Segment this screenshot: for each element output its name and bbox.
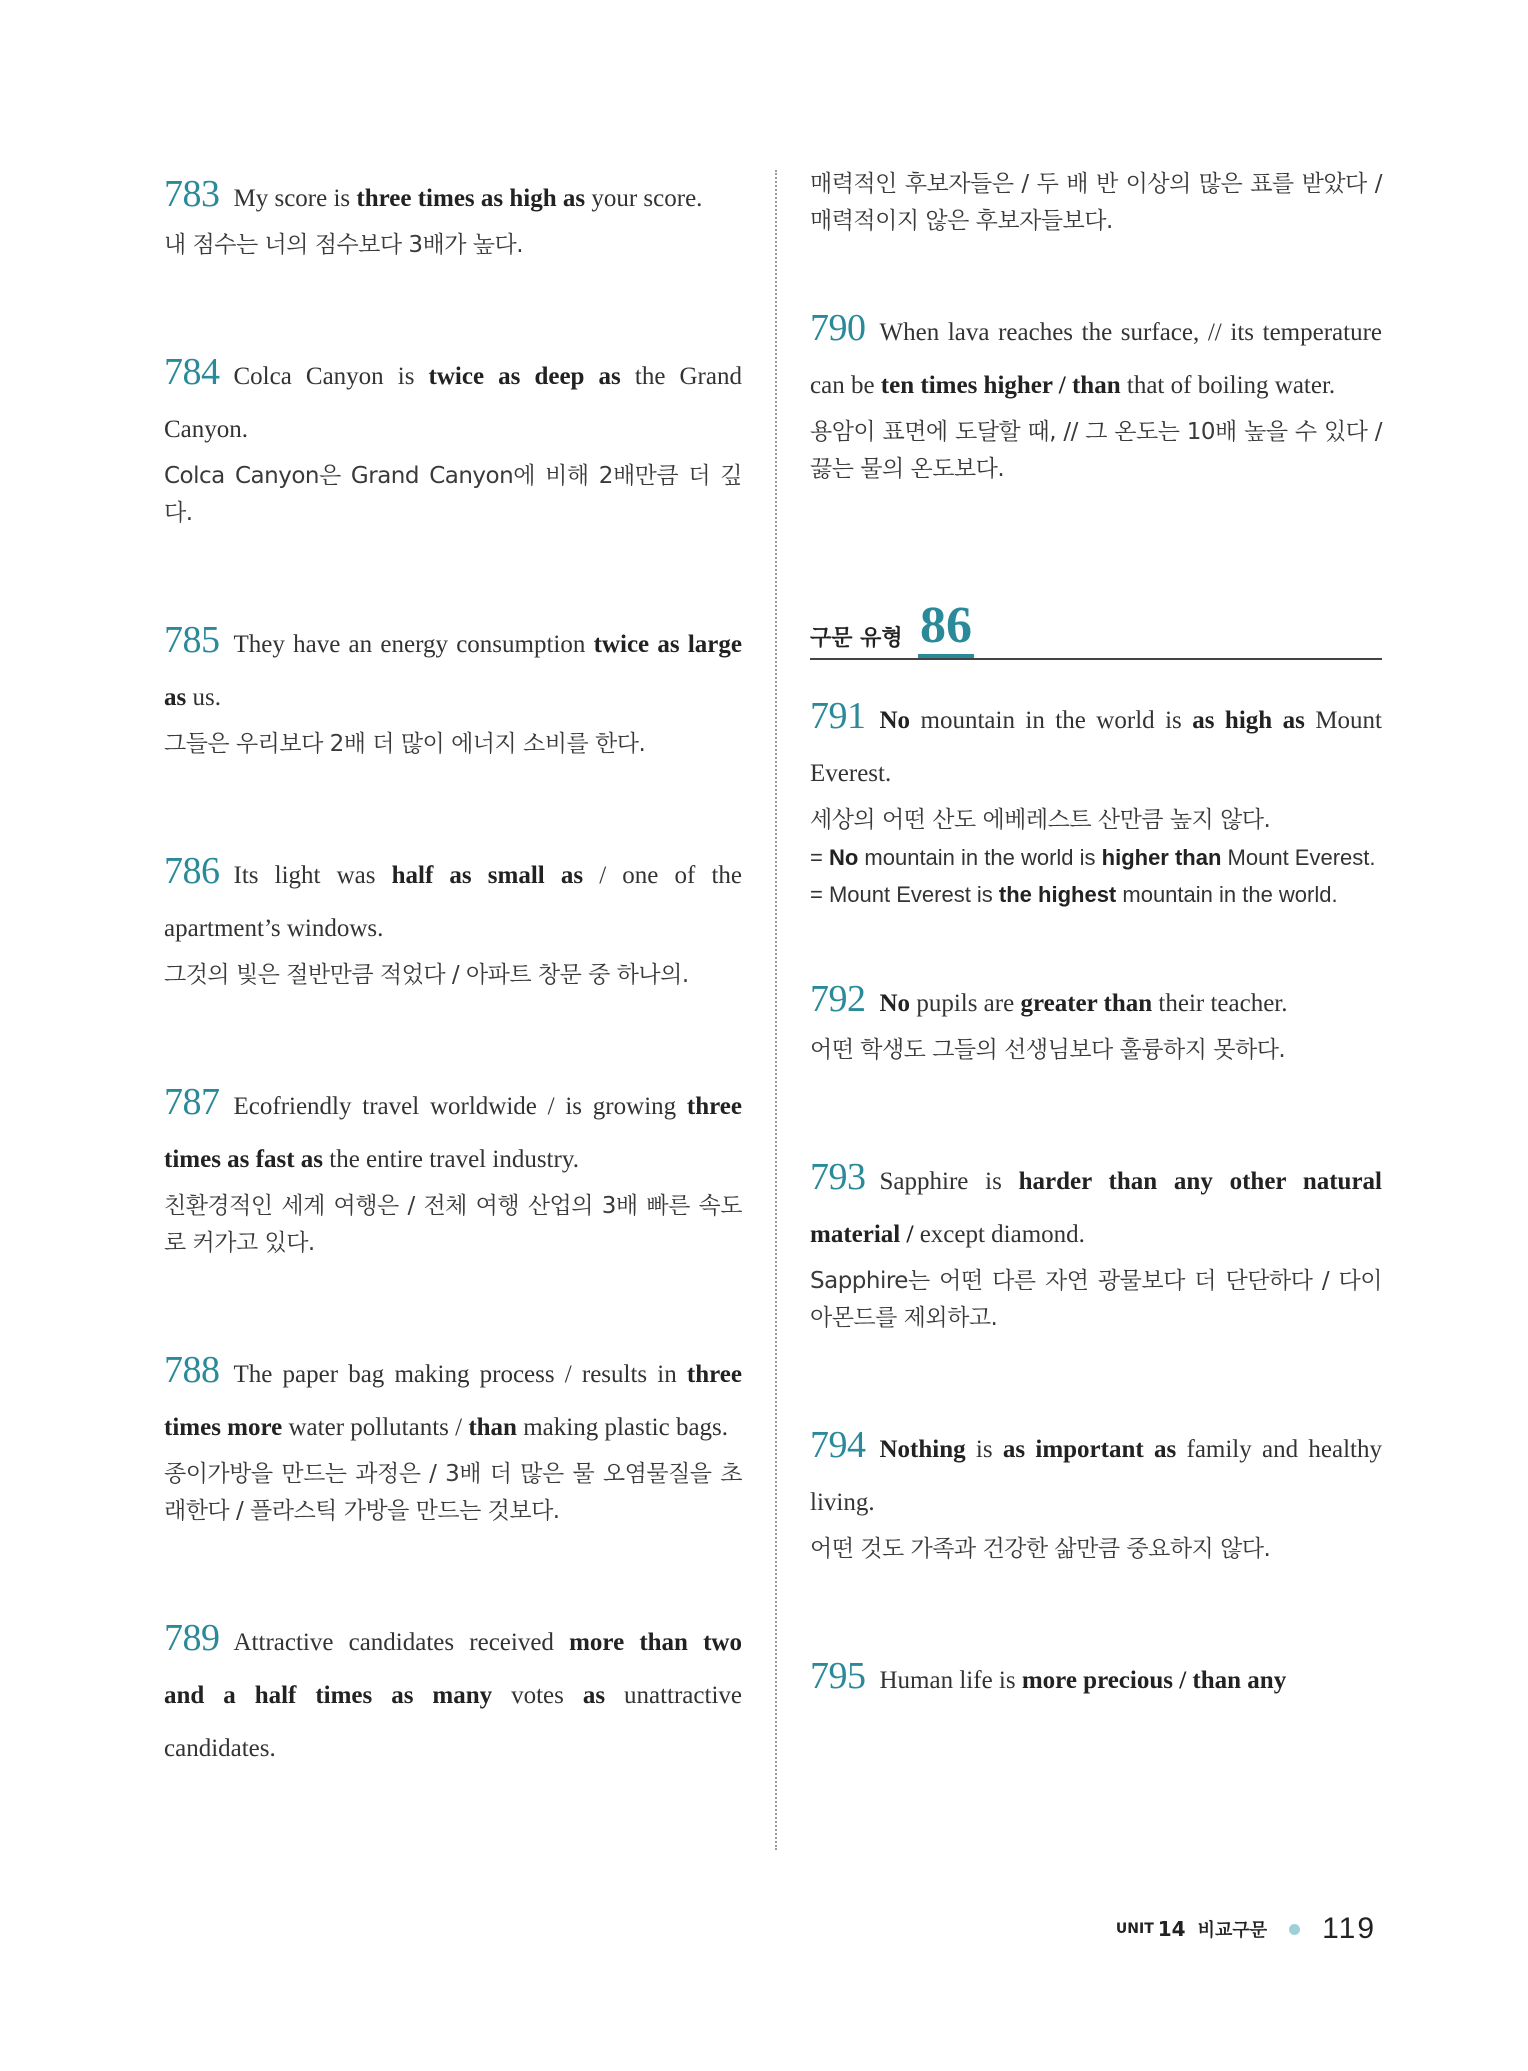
sentence-number: 793 xyxy=(810,1156,866,1198)
text-segment: mountain in the world is xyxy=(910,707,1193,734)
entry-794 xyxy=(810,1419,1382,1568)
bold-phrase: as high as xyxy=(1192,707,1305,734)
korean-translation: 내 점수는 너의 점수보다 3배가 높다. xyxy=(164,232,524,258)
column-divider xyxy=(775,170,777,1850)
english-sentence xyxy=(164,614,742,724)
entry-791 xyxy=(810,690,1382,913)
english-sentence xyxy=(164,1612,742,1775)
section-label: 구문 유형 xyxy=(810,626,903,651)
text-segment: Human life is xyxy=(879,1667,1022,1694)
korean-translation: 세상의 어떤 산도 에베레스트 산만큼 높지 않다. xyxy=(810,807,1271,833)
english-sentence xyxy=(810,1419,1382,1529)
text-segment: / one of the apartment’s windows. xyxy=(164,862,742,942)
korean-translation: 어떤 것도 가족과 건강한 삶만큼 중요하지 않다. xyxy=(810,1536,1271,1562)
sentence-number: 791 xyxy=(810,695,866,737)
text-segment: making plastic bags. xyxy=(516,1414,729,1441)
bold-phrase: harder than any other natural material / xyxy=(810,1168,1383,1248)
korean-translation: 종이가방을 만드는 과정은 / 3배 더 많은 물 오염물질을 초래한다 / 플라스틱 가방을 만드는 것보다. xyxy=(164,1461,742,1524)
english-sentence xyxy=(810,1650,1382,1707)
bold-phrase: twice as deep as xyxy=(428,363,621,390)
english-sentence xyxy=(810,690,1382,800)
text-segment: Mount Everest. xyxy=(1221,845,1376,870)
bold-phrase: half as small as xyxy=(391,862,584,889)
right-column xyxy=(810,168,1382,1707)
text-segment: your score. xyxy=(585,185,703,212)
text-segment: Mount Everest. xyxy=(810,707,1382,787)
text-segment: family and healthy living. xyxy=(810,1436,1382,1516)
text-segment: My score is xyxy=(233,185,357,212)
entry-789 xyxy=(164,1612,742,1775)
text-segment: the entire travel industry. xyxy=(323,1146,579,1173)
entry-783 xyxy=(164,168,742,264)
korean-translation: 어떤 학생도 그들의 선생님보다 훌륭하지 못하다. xyxy=(810,1037,1286,1063)
bold-phrase: three times as fast as xyxy=(164,1093,742,1173)
text-segment: except diamond. xyxy=(913,1221,1085,1248)
text-segment: is xyxy=(965,1436,1003,1463)
english-sentence xyxy=(810,1151,1382,1261)
section-header xyxy=(810,588,1382,660)
sentence-number: 783 xyxy=(164,173,220,215)
sentence-number: 794 xyxy=(810,1424,866,1466)
entry-788 xyxy=(164,1344,742,1530)
sentence-number: 785 xyxy=(164,619,220,661)
text-segment: their teacher. xyxy=(1152,990,1288,1017)
entry-792 xyxy=(810,973,1382,1069)
korean-translation: 용암이 표면에 도달할 때, // 그 온도는 10배 높을 수 있다 / 끓는 물의 온도보다. xyxy=(810,419,1382,482)
entry-793 xyxy=(810,1151,1382,1337)
bold-phrase: the highest xyxy=(998,882,1117,907)
bold-phrase: greater than xyxy=(1020,990,1153,1017)
bold-phrase: twice as large as xyxy=(164,631,743,711)
bold-phrase: No xyxy=(879,707,911,734)
text-segment: Attractive candidates received xyxy=(233,1629,570,1656)
entry-789-translation xyxy=(810,166,1382,240)
text-segment: Ecofriendly travel worldwide / is growing xyxy=(233,1093,687,1120)
text-segment: Sapphire is xyxy=(879,1168,1019,1195)
bold-phrase: as important as xyxy=(1002,1436,1177,1463)
alternative-sentence xyxy=(810,839,1382,876)
sentence-number: 784 xyxy=(164,351,220,393)
bold-phrase: three times as high as xyxy=(356,185,586,212)
text-segment: the Grand Canyon. xyxy=(164,363,742,443)
footer-dot xyxy=(1289,1924,1300,1935)
text-segment: that of boiling water. xyxy=(1120,372,1336,399)
sentence-number: 788 xyxy=(164,1349,220,1391)
sentence-number: 786 xyxy=(164,850,220,892)
entry-795 xyxy=(810,1650,1382,1707)
korean-translation: 그것의 빛은 절반만큼 적었다 / 아파트 창문 중 하나의. xyxy=(164,962,689,988)
entry-784 xyxy=(164,346,742,532)
korean-translation: 그들은 우리보다 2배 더 많이 에너지 소비를 한다. xyxy=(164,731,646,757)
text-segment: The paper bag making process / results in xyxy=(233,1361,687,1388)
entry-790 xyxy=(810,302,1382,488)
bold-phrase: ten times higher / than xyxy=(880,372,1121,399)
text-segment: water pollutants / xyxy=(282,1414,469,1441)
english-sentence xyxy=(164,1076,742,1186)
unit-number: 14 xyxy=(1157,1917,1186,1941)
korean-translation: 매력적인 후보자들은 / 두 배 반 이상의 많은 표를 받았다 / 매력적이지 않은 후보자들보다. xyxy=(810,171,1382,234)
text-segment: = xyxy=(810,845,829,870)
bold-phrase: as xyxy=(582,1682,606,1709)
english-sentence xyxy=(164,1344,742,1454)
text-segment: They have an energy consumption xyxy=(233,631,594,658)
entry-785 xyxy=(164,614,742,763)
english-sentence xyxy=(810,302,1382,412)
text-segment: When lava reaches the surface, // its temperature can be xyxy=(810,319,1382,399)
sentence-number: 789 xyxy=(164,1617,220,1659)
text-segment: pupils are xyxy=(910,990,1021,1017)
bold-phrase: No xyxy=(879,990,911,1017)
sentence-number: 787 xyxy=(164,1081,220,1123)
bold-phrase: Nothing xyxy=(879,1436,966,1463)
english-sentence xyxy=(164,845,742,955)
korean-translation: 친환경적인 세계 여행은 / 전체 여행 산업의 3배 빠른 속도로 커가고 있다. xyxy=(164,1193,742,1256)
bold-phrase: than xyxy=(468,1414,517,1441)
bold-phrase: three times more xyxy=(164,1361,742,1441)
bold-phrase: more than two and a half times as many xyxy=(164,1629,742,1709)
bold-phrase: No xyxy=(828,845,859,870)
unit-label: UNIT xyxy=(1115,1921,1154,1937)
text-segment: Its light was xyxy=(233,862,392,889)
text-segment: = Mount Everest is xyxy=(810,882,999,907)
sentence-number: 795 xyxy=(810,1655,866,1697)
entry-786 xyxy=(164,845,742,994)
unit-title: 비교구문 xyxy=(1197,1920,1268,1941)
page-number: 119 xyxy=(1322,1912,1376,1945)
bold-phrase: more precious / than any xyxy=(1021,1667,1287,1694)
page-footer xyxy=(1116,1912,1376,1946)
english-sentence xyxy=(164,168,742,225)
english-sentence xyxy=(810,973,1382,1030)
text-segment: mountain in the world. xyxy=(1116,882,1338,907)
entry-787 xyxy=(164,1076,742,1262)
alternative-sentence xyxy=(810,876,1382,913)
sentence-number: 790 xyxy=(810,307,866,349)
english-sentence xyxy=(164,346,742,456)
text-segment: us. xyxy=(186,684,221,711)
korean-translation: Colca Canyon은 Grand Canyon에 비해 2배만큼 더 깊다. xyxy=(164,463,742,526)
section-number: 86 xyxy=(918,598,974,658)
sentence-number: 792 xyxy=(810,978,866,1020)
left-column xyxy=(164,168,742,1775)
bold-phrase: higher than xyxy=(1101,845,1222,870)
korean-translation: Sapphire는 어떤 다른 자연 광물보다 더 단단하다 / 다이아몬드를 제외하고. xyxy=(810,1268,1382,1331)
text-segment: Colca Canyon is xyxy=(233,363,429,390)
text-segment: votes xyxy=(492,1682,583,1709)
text-segment: unattractive candidates. xyxy=(164,1682,742,1762)
text-segment: mountain in the world is xyxy=(858,845,1102,870)
